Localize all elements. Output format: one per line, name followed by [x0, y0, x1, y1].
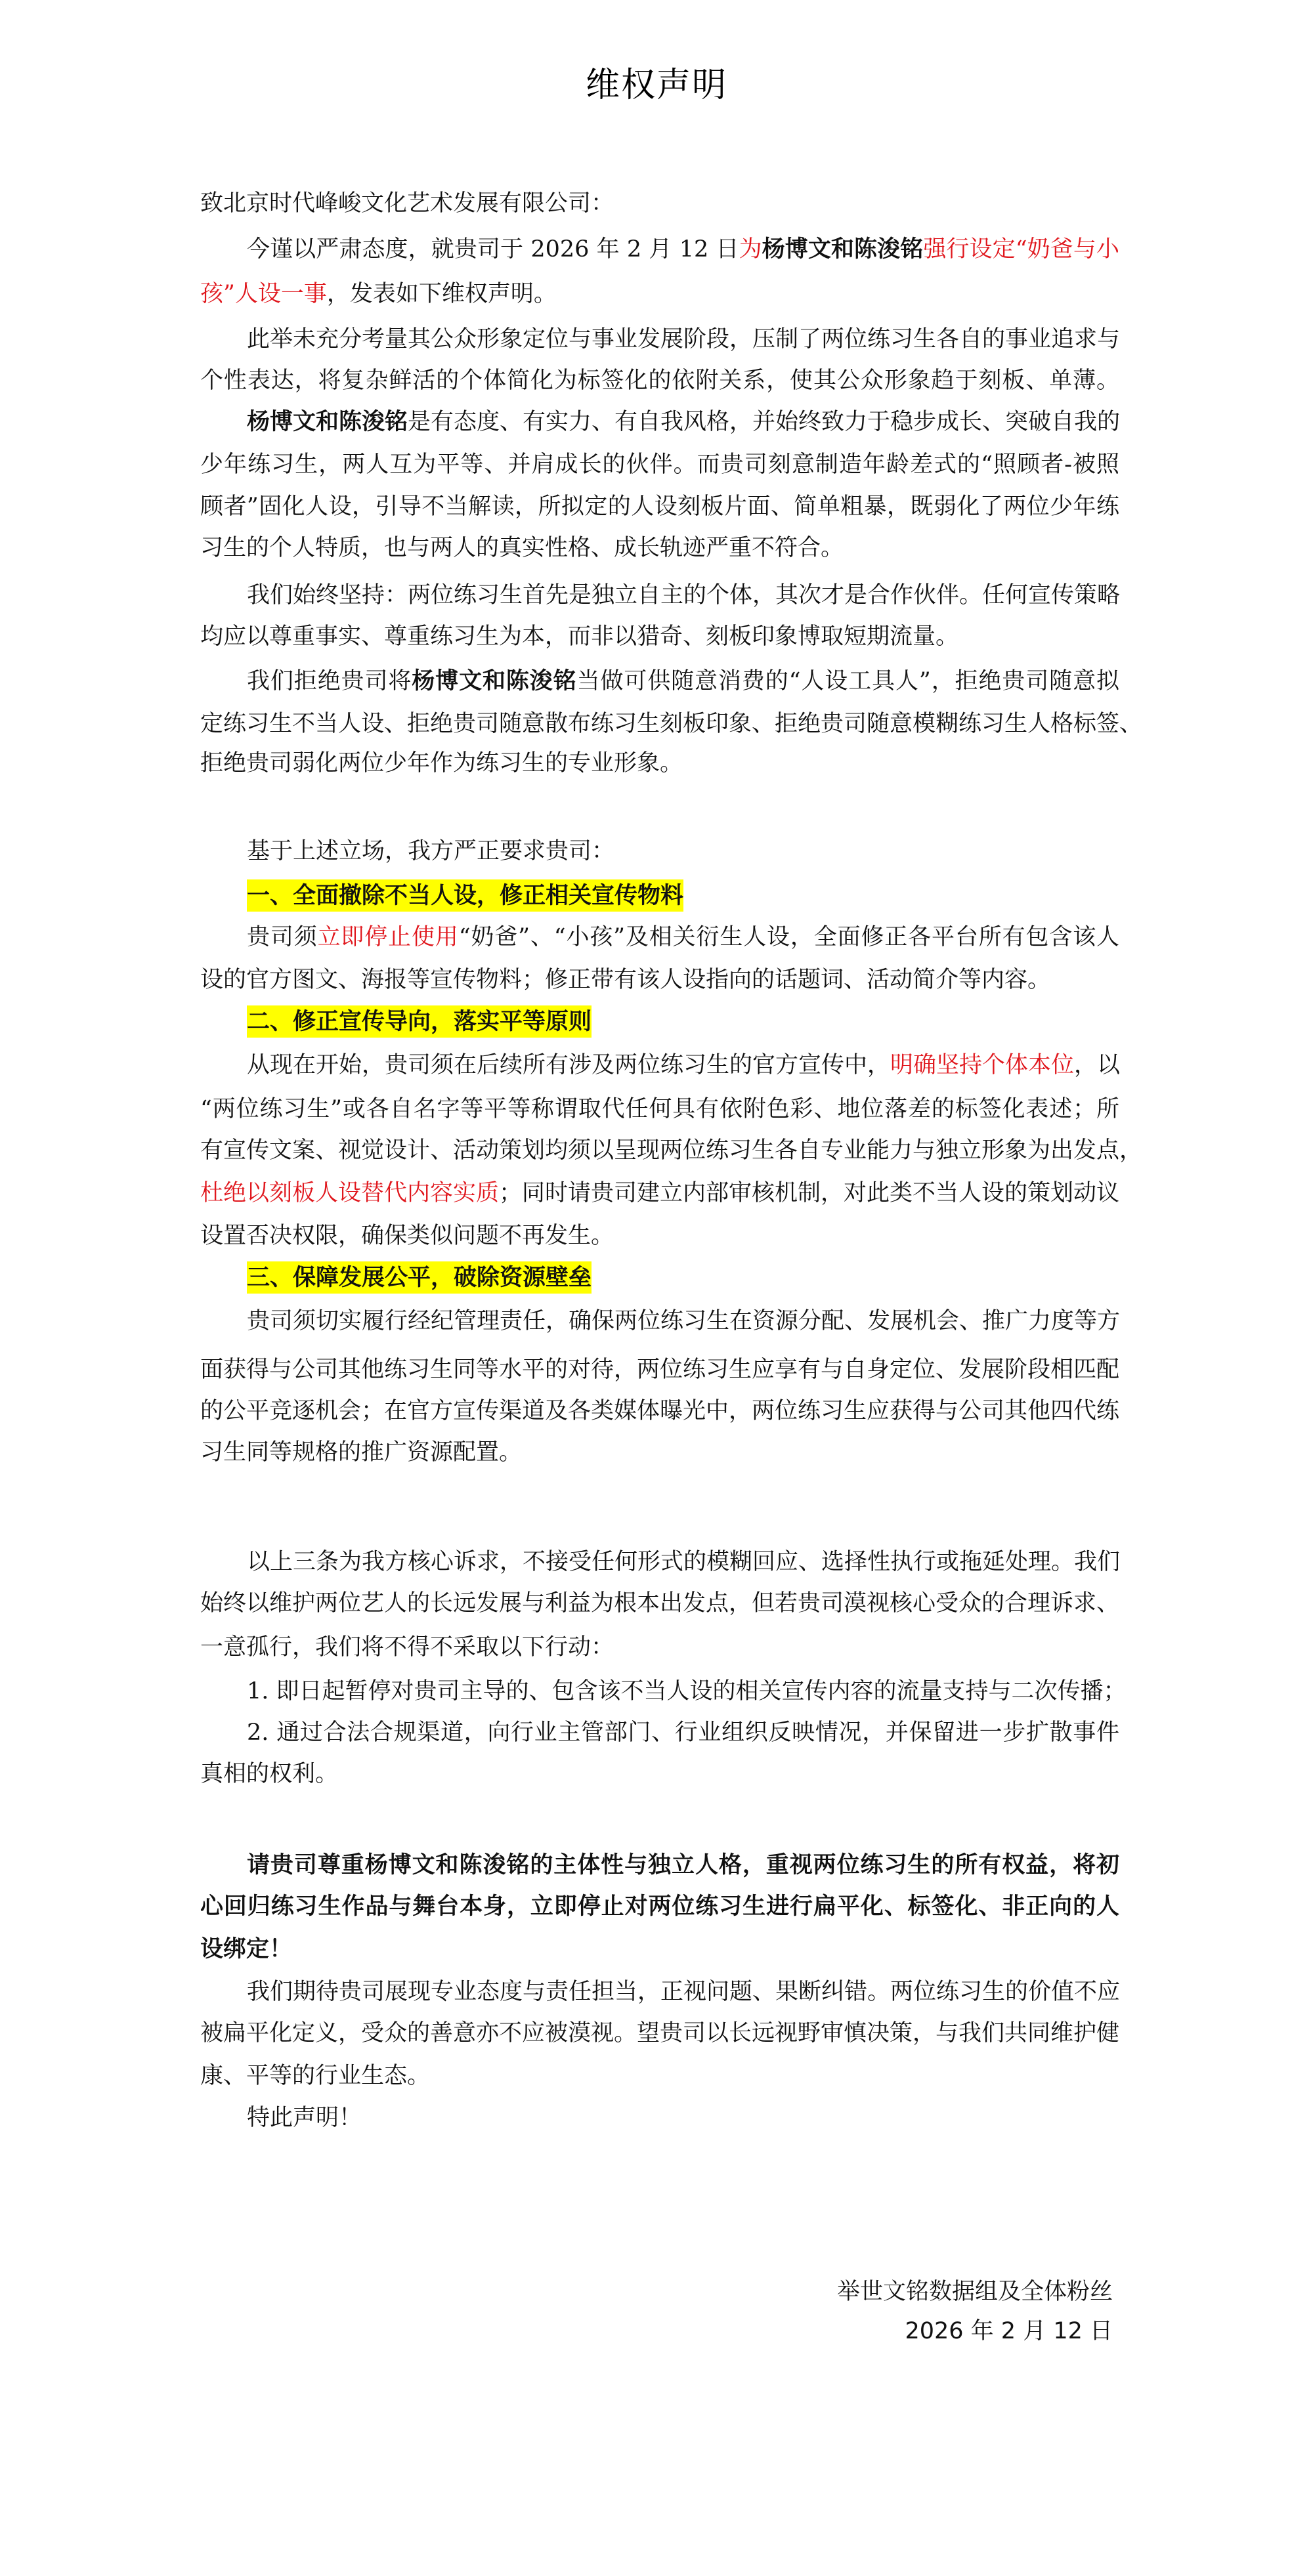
paragraph-line: 少年练习生，两人互为平等、并肩成长的伙伴。而贵司刻意制造年龄差式的“照顾者-被照: [200, 452, 1119, 478]
signature-date: 2026 年 2 月 12 日: [905, 2318, 1113, 2344]
red-emphasis: 立即停止使用: [317, 924, 459, 950]
red-emphasis: 杜绝以刻板人设替代内容实质: [200, 1180, 500, 1206]
paragraph-line: 被扁平化定义，受众的善意亦不应被漠视。望贵司以长远视野审慎决策，与我们共同维护健: [200, 2020, 1120, 2046]
paragraph-line: 我们拒绝贵司将杨博文和陈浚铭当做可供随意消费的“人设工具人”，拒绝贵司随意拟: [247, 667, 1119, 694]
action-item-2-cont: 真相的权利。: [200, 1761, 339, 1787]
red-emphasis: 为: [739, 236, 762, 263]
paragraph-line: 定练习生不当人设、拒绝贵司随意散布练习生刻板印象、拒绝贵司随意模糊练习生人格标签、: [200, 711, 1143, 737]
paragraph-line: 杨博文和陈浚铭是有态度、有实力、有自我风格，并始终致力于稳步成长、突破自我的: [247, 408, 1121, 435]
page-title: 维权声明: [585, 66, 727, 105]
bold-paragraph-line: 请贵司尊重杨博文和陈浚铭的主体性与独立人格，重视两位练习生的所有权益，将初: [247, 1851, 1119, 1878]
paragraph-line: 的公平竞逐机会；在官方宣传渠道及各类媒体曝光中，两位练习生应获得与公司其他四代练: [200, 1398, 1120, 1424]
red-emphasis: 强行设定“奶爸与小: [923, 236, 1119, 263]
demand-heading-1: [200, 881, 1119, 911]
paragraph-line: 杜绝以刻板人设替代内容实质；同时请贵司建立内部审核机制，对此类不当人设的策划动议: [200, 1180, 1120, 1206]
paragraph-line: 贵司须切实履行经纪管理责任，确保两位练习生在资源分配、发展机会、推广力度等方: [247, 1308, 1121, 1334]
paragraph-line: 康、平等的行业生态。: [200, 2063, 431, 2089]
paragraph-line: 有宣传文案、视觉设计、活动策划均须以呈现两位练习生各自专业能力与独立形象为出发点，: [200, 1137, 1143, 1164]
paragraph-line: 个性表达，将复杂鲜活的个体简化为标签化的依附关系，使其公众形象趋于刻板、单薄。: [200, 368, 1119, 394]
signature-author: 举世文铭数据组及全体粉丝: [836, 2279, 1113, 2305]
artist-names: 杨博文和陈浚铭: [762, 236, 924, 263]
paragraph-line: 一意孤行，我们将不得不采取以下行动：: [200, 1634, 614, 1660]
paragraph-line: “两位练习生”或各自名字等平等称谓取代任何具有依附色彩、地位落差的标签化表述；所: [200, 1096, 1119, 1122]
paragraph-line: 始终以维护两位艺人的长远发展与利益为根本出发点，但若贵司漠视核心受众的合理诉求、: [200, 1590, 1120, 1616]
paragraph-line: 均应以尊重事实、尊重练习生为本，而非以猎奇、刻板印象博取短期流量。: [200, 623, 959, 650]
highlighted-heading: 二、修正宣传导向，落实平等原则: [247, 1005, 592, 1038]
bold-paragraph-line: 心回归练习生作品与舞台本身，立即停止对两位练习生进行扁平化、标签化、非正向的人: [200, 1893, 1119, 1920]
salutation: 致北京时代峰峻文化艺术发展有限公司：: [200, 190, 614, 217]
bold-paragraph-line: 设绑定！: [200, 1935, 293, 1962]
action-item-2: 2. 通过合法合规渠道，向行业主管部门、行业组织反映情况，并保留进一步扩散事件: [247, 1720, 1119, 1746]
paragraph-line: 习生同等规格的推广资源配置。: [200, 1439, 523, 1466]
paragraph-line: 我们期待贵司展现专业态度与责任担当，正视问题、果断纠错。两位练习生的价值不应: [247, 1979, 1121, 2005]
paragraph-line: 设的官方图文、海报等宣传物料；修正带有该人设指向的话题词、活动简介等内容。: [200, 967, 1051, 993]
demand-heading-3: [200, 1263, 1119, 1293]
paragraph-line: 拒绝贵司弱化两位少年作为练习生的专业形象。: [200, 750, 683, 776]
paragraph-line: 以上三条为我方核心诉求，不接受任何形式的模糊回应、选择性执行或拖延处理。我们: [247, 1549, 1121, 1575]
paragraph-line: 此举未充分考量其公众形象定位与事业发展阶段，压制了两位练习生各自的事业追求与: [247, 326, 1121, 352]
paragraph-line: 从现在开始，贵司须在后续所有涉及两位练习生的官方宣传中，明确坚持个体本位，以: [247, 1052, 1121, 1078]
paragraph-line: 顾者”固化人设，引导不当解读，所拟定的人设刻板片面、简单粗暴，既弱化了两位少年练: [200, 494, 1119, 520]
red-emphasis: 明确坚持个体本位: [890, 1052, 1075, 1078]
highlighted-heading: 三、保障发展公平，破除资源壁垒: [247, 1261, 592, 1294]
demands-intro: 基于上述立场，我方严正要求贵司：: [247, 838, 615, 864]
paragraph-line: 面获得与公司其他练习生同等水平的对待，两位练习生应享有与自身定位、发展阶段相匹配: [200, 1357, 1120, 1383]
closing-line: 特此声明！: [247, 2105, 362, 2131]
paragraph-line: 我们始终坚持：两位练习生首先是独立自主的个体，其次才是合作伙伴。任何宣传策略: [247, 582, 1121, 608]
paragraph-line: 习生的个人特质，也与两人的真实性格、成长轨迹严重不符合。: [200, 535, 844, 561]
highlighted-heading: 一、全面撤除不当人设，修正相关宣传物料: [247, 879, 683, 912]
action-item-1: 1. 即日起暂停对贵司主导的、包含该不当人设的相关宣传内容的流量支持与二次传播；: [247, 1678, 1127, 1704]
paragraph-line: 贵司须立即停止使用“奶爸”、“小孩”及相关衍生人设，全面修正各平台所有包含该人: [247, 924, 1119, 950]
paragraph-intro-line: 孩”人设一事，发表如下维权声明。: [200, 281, 557, 307]
artist-names: 杨博文和陈浚铭: [412, 667, 577, 694]
red-emphasis: 孩”人设一事: [200, 281, 327, 307]
paragraph-line: 设置否决权限，确保类似问题不再发生。: [200, 1223, 614, 1249]
artist-names: 杨博文和陈浚铭: [247, 408, 408, 435]
paragraph-intro-line: 今谨以严肃态度，就贵司于 2026 年 2 月 12 日为杨博文和陈浚铭强行设定“奶爸与小: [247, 236, 1119, 263]
demand-heading-2: [200, 1007, 1119, 1037]
